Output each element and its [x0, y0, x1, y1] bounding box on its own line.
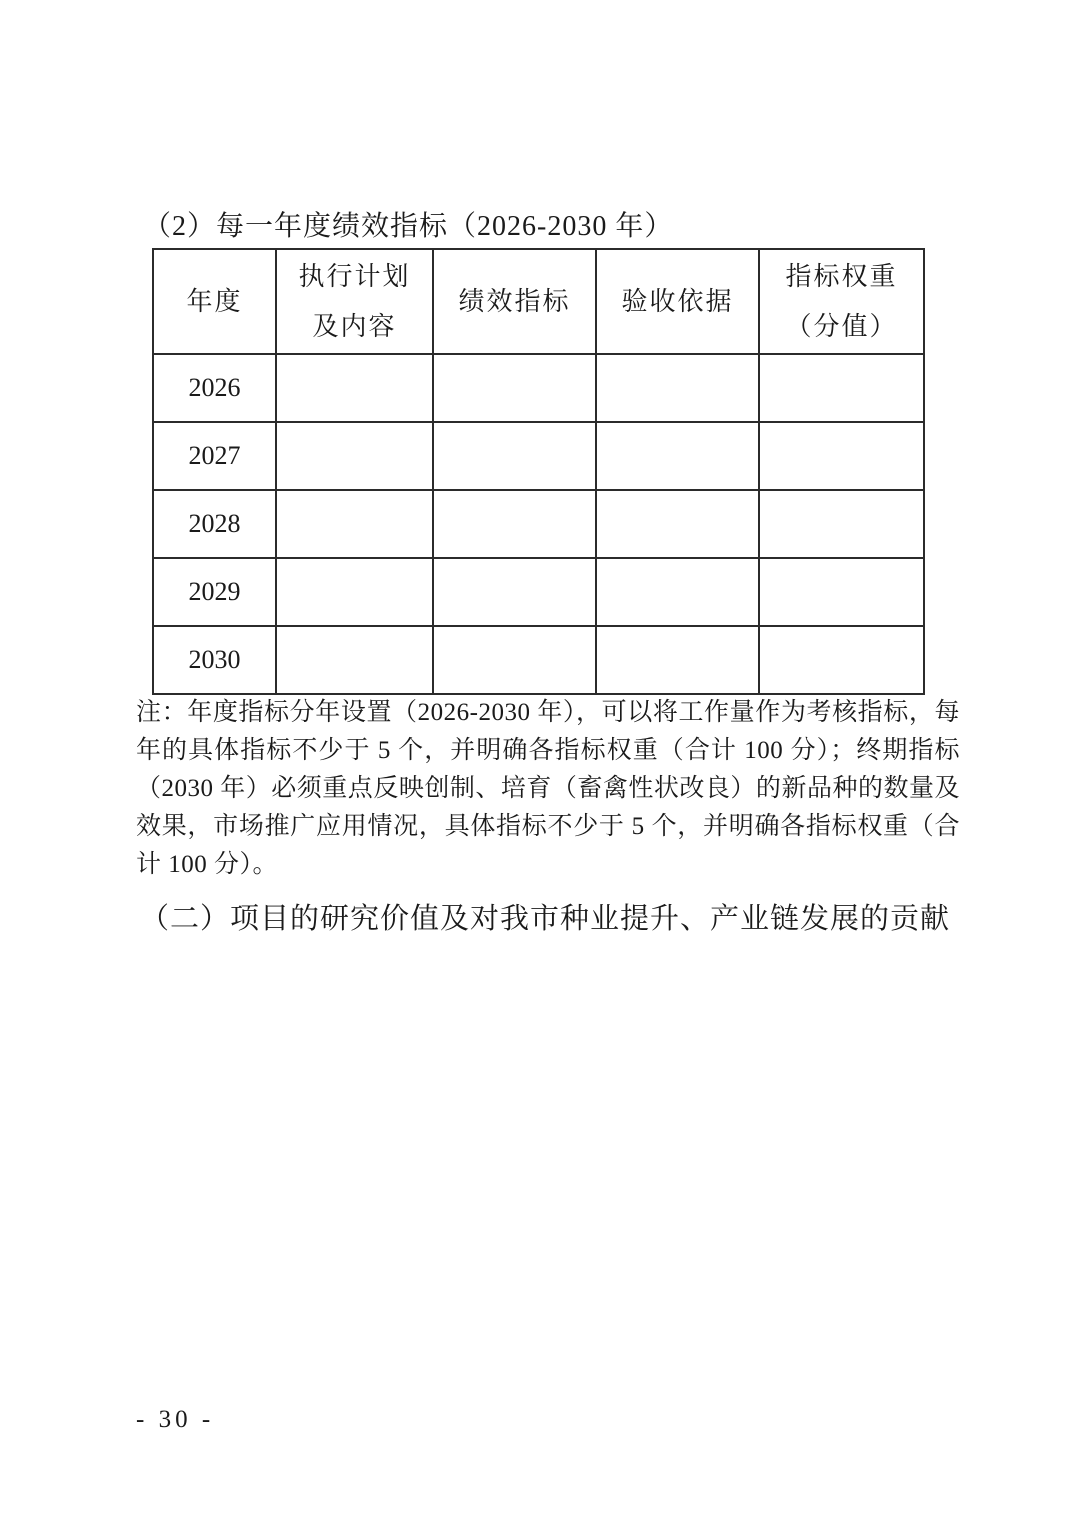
- table-cell-empty: [276, 558, 433, 626]
- table-cell-empty: [433, 490, 596, 558]
- year-cell: 2030: [153, 626, 276, 694]
- table-cell-empty: [276, 354, 433, 422]
- page-number: - 30 -: [136, 1406, 215, 1433]
- table-cell-empty: [596, 422, 759, 490]
- table-cell-empty: [276, 490, 433, 558]
- header-cell-acceptance-basis: 验收依据: [596, 249, 759, 354]
- table-cell-empty: [596, 626, 759, 694]
- header-cell-indicator-weight: 指标权重 （分值）: [759, 249, 924, 354]
- table-cell-empty: [759, 354, 924, 422]
- year-cell: 2026: [153, 354, 276, 422]
- table-cell-empty: [433, 626, 596, 694]
- table-row-2029: [153, 558, 924, 626]
- table-cell-empty: [759, 558, 924, 626]
- table-cell-empty: [596, 354, 759, 422]
- subsection-heading: （2）每一年度绩效指标（2026-2030 年）: [143, 211, 674, 242]
- table-cell-empty: [596, 558, 759, 626]
- table-header-row: [153, 249, 924, 354]
- table-cell-empty: [433, 558, 596, 626]
- annual-indicator-table: [152, 248, 925, 695]
- table-cell-empty: [759, 626, 924, 694]
- table-cell-empty: [759, 422, 924, 490]
- table-row-2030: [153, 626, 924, 694]
- year-cell: 2028: [153, 490, 276, 558]
- table-cell-empty: [433, 354, 596, 422]
- table-row-2028: [153, 490, 924, 558]
- table-cell-empty: [759, 490, 924, 558]
- header-cell-plan-content: 执行计划 及内容: [276, 249, 433, 354]
- table-row-2027: [153, 422, 924, 490]
- table-row-2026: [153, 354, 924, 422]
- table-cell-empty: [433, 422, 596, 490]
- table-cell-empty: [276, 422, 433, 490]
- table-cell-empty: [276, 626, 433, 694]
- table-cell-empty: [596, 490, 759, 558]
- table-note: 注：年度指标分年设置（2026-2030 年），可以将工作量作为考核指标，每年的具体指标不少于 5 个，并明确各指标权重（合计 100 分）；终期指标（2030 年）必须重点反映创制、培育（畜禽性状改良）的新品种的数量及效果，市场推广应用情况，具体指标不少于 5 个，并明确各指标权重（合计 100 分）。: [136, 699, 960, 878]
- header-cell-performance-indicator: 绩效指标: [433, 249, 596, 354]
- header-cell-year: 年度: [153, 249, 276, 354]
- year-cell: 2027: [153, 422, 276, 490]
- section-heading: （二）项目的研究价值及对我市种业提升、产业链发展的贡献: [140, 903, 951, 935]
- year-cell: 2029: [153, 558, 276, 626]
